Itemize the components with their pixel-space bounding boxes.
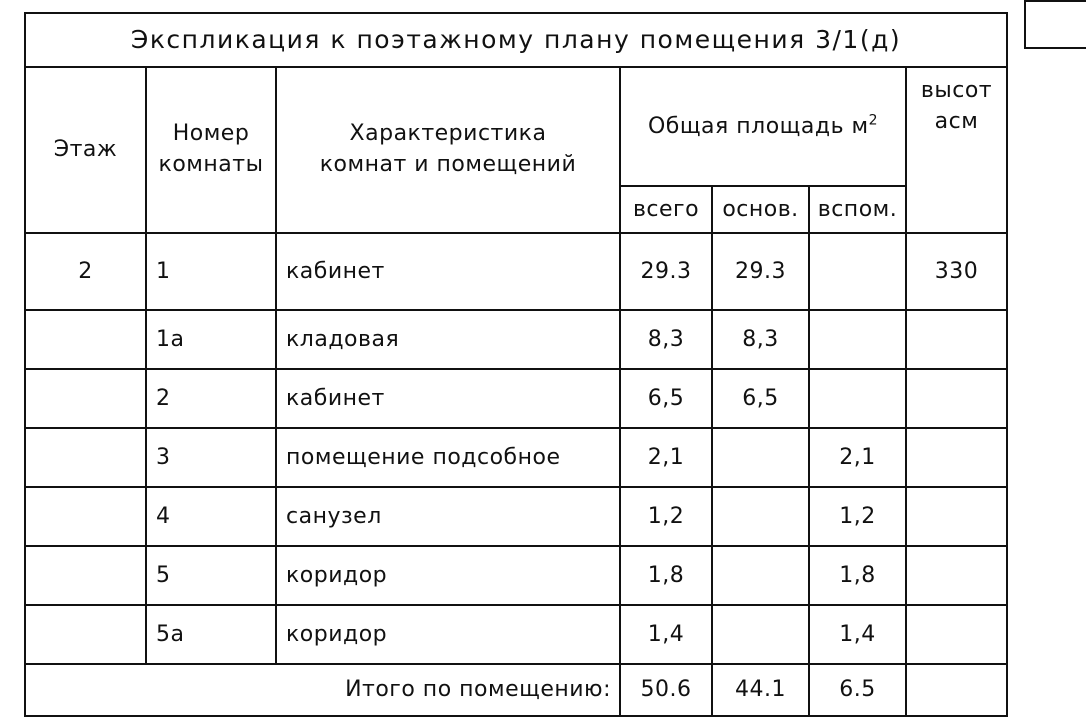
cell-area-total: 1,8	[620, 546, 712, 605]
cell-area-aux: 2,1	[809, 428, 906, 487]
table-row	[25, 546, 1007, 605]
table-row	[25, 428, 1007, 487]
cell-room-name: коридор	[276, 546, 620, 605]
header-area	[620, 67, 906, 186]
cell-room-number: 5а	[146, 605, 276, 664]
cell-height	[906, 546, 1007, 605]
summary-label: Итого по помещению:	[25, 664, 620, 716]
cell-area-total: 29.3	[620, 233, 712, 310]
cell-room-number: 2	[146, 369, 276, 428]
cell-room-name: санузел	[276, 487, 620, 546]
cell-area-main: 8,3	[712, 310, 809, 369]
header-row-1	[25, 67, 1007, 186]
header-auxiliary: вспом.	[809, 186, 906, 233]
cell-floor: 2	[25, 233, 146, 310]
summary-area-aux: 6.5	[809, 664, 906, 716]
cell-floor	[25, 546, 146, 605]
header-area-unit-exponent: 2	[868, 112, 879, 129]
header-height-line2: асм	[934, 108, 979, 134]
cell-area-aux: 1,4	[809, 605, 906, 664]
cell-room-name: помещение подсобное	[276, 428, 620, 487]
cell-area-aux: 1,2	[809, 487, 906, 546]
cell-area-main: 6,5	[712, 369, 809, 428]
title-row	[25, 13, 1007, 67]
header-main: основ.	[712, 186, 809, 233]
cell-area-aux	[809, 310, 906, 369]
header-height-line1: высот	[920, 78, 993, 103]
cell-area-aux	[809, 369, 906, 428]
cell-area-total: 8,3	[620, 310, 712, 369]
header-floor: Этаж	[25, 67, 146, 233]
header-room-number-line2: комнаты	[158, 152, 264, 177]
cell-area-main	[712, 605, 809, 664]
table-title: Экспликация к поэтажному плану помещения 3/1(д)	[25, 13, 1007, 67]
cell-room-number: 1	[146, 233, 276, 310]
cell-room-name: коридор	[276, 605, 620, 664]
table-row	[25, 487, 1007, 546]
cell-area-main	[712, 428, 809, 487]
cell-room-number: 3	[146, 428, 276, 487]
header-total: всего	[620, 186, 712, 233]
header-room-number	[146, 67, 276, 233]
cell-room-number: 1а	[146, 310, 276, 369]
summary-area-total: 50.6	[620, 664, 712, 716]
cell-room-number: 4	[146, 487, 276, 546]
cell-area-total: 1,2	[620, 487, 712, 546]
cell-room-name: кладовая	[276, 310, 620, 369]
header-area-label: Общая площадь м	[647, 113, 869, 139]
cell-floor	[25, 310, 146, 369]
cell-area-total: 6,5	[620, 369, 712, 428]
cell-area-total: 2,1	[620, 428, 712, 487]
cell-floor	[25, 605, 146, 664]
cell-room-name: кабинет	[276, 369, 620, 428]
cell-area-aux: 1,8	[809, 546, 906, 605]
header-room-number-line1: Номер	[172, 121, 250, 147]
cell-area-aux	[809, 233, 906, 310]
cell-height	[906, 310, 1007, 369]
table-row	[25, 233, 1007, 310]
header-height	[906, 67, 1007, 233]
cell-area-main	[712, 546, 809, 605]
cell-floor	[25, 428, 146, 487]
cell-area-main	[712, 487, 809, 546]
explication-table	[24, 12, 1008, 717]
summary-area-main: 44.1	[712, 664, 809, 716]
cell-floor	[25, 487, 146, 546]
cell-height: 330	[906, 233, 1007, 310]
header-characteristic-line1: Характеристика	[349, 121, 547, 147]
cell-area-total: 1,4	[620, 605, 712, 664]
table-row	[25, 369, 1007, 428]
summary-row	[25, 664, 1007, 716]
cell-height	[906, 369, 1007, 428]
header-characteristic-line2: комнат и помещений	[319, 152, 577, 177]
cell-height	[906, 428, 1007, 487]
stamp-corner-box	[1024, 0, 1086, 49]
header-characteristic	[276, 67, 620, 233]
cell-height	[906, 605, 1007, 664]
cell-room-number: 5	[146, 546, 276, 605]
cell-room-name: кабинет	[276, 233, 620, 310]
table-row	[25, 605, 1007, 664]
cell-height	[906, 487, 1007, 546]
summary-height	[906, 664, 1007, 716]
table-row	[25, 310, 1007, 369]
cell-floor	[25, 369, 146, 428]
cell-area-main: 29.3	[712, 233, 809, 310]
